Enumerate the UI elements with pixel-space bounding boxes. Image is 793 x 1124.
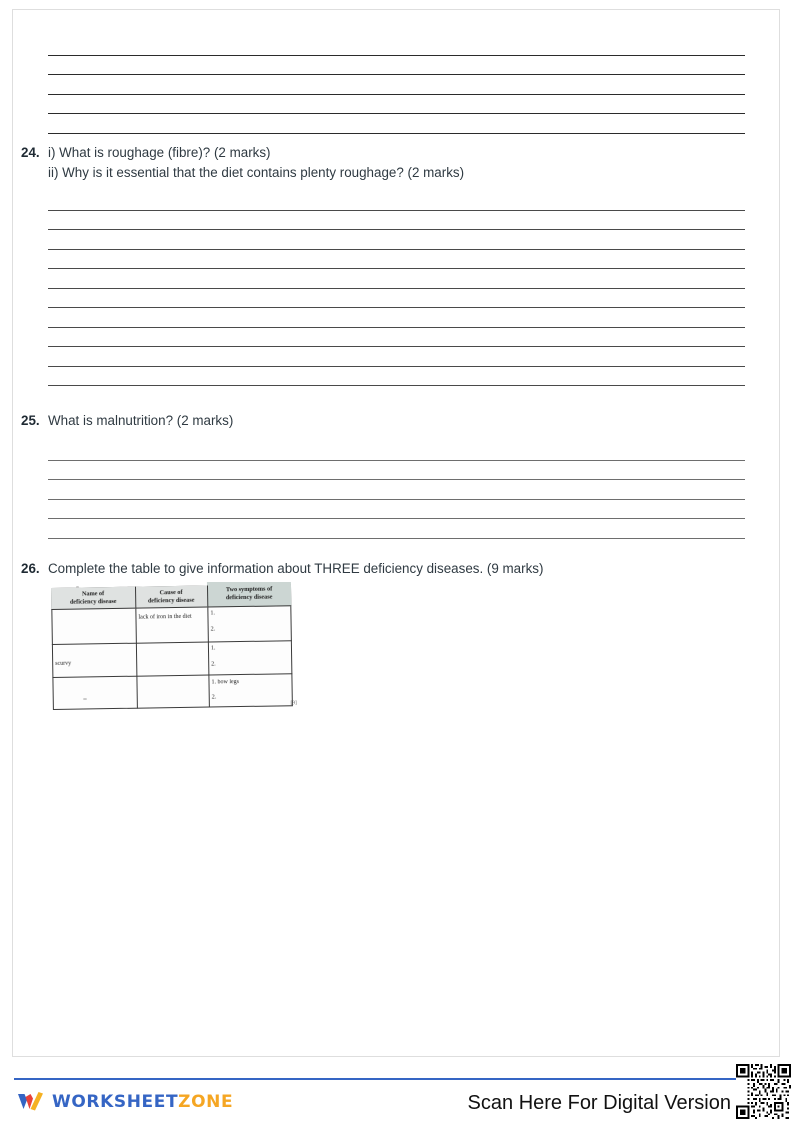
table-header-name-line-1: Name of — [81, 590, 105, 598]
answer-line-q24-4[interactable] — [48, 250, 745, 270]
answer-line-q25-1[interactable] — [48, 441, 745, 461]
question-24-line-ii: ii) Why is it essential that the diet contains plenty roughage? (2 marks) — [48, 165, 465, 180]
qr-code[interactable] — [736, 1064, 791, 1119]
table-cell-symptom-2-row-3: 2. — [211, 694, 217, 701]
answer-line-q25-3[interactable] — [48, 480, 745, 500]
answer-line-q24-7[interactable] — [48, 308, 745, 328]
scanned-image — [48, 582, 300, 716]
answer-line-q24-5[interactable] — [48, 269, 745, 289]
answer-lines-question-25[interactable] — [48, 441, 745, 539]
table-header-cause-line-2: deficiency disease — [147, 596, 195, 605]
logo-text-worksheet: WORKSHEET — [52, 1091, 179, 1112]
table-header-symptoms-line-1: Two symptoms of — [225, 585, 273, 593]
scan-speck — [76, 586, 79, 588]
table-header-symptoms — [207, 582, 291, 608]
answer-line-top-1[interactable] — [48, 36, 745, 56]
answer-line-q25-2[interactable] — [48, 461, 745, 481]
answer-line-q24-10[interactable] — [48, 367, 745, 387]
answer-line-q24-6[interactable] — [48, 289, 745, 309]
footer-divider — [14, 1078, 778, 1080]
table-cell-name-row-2: scurvy — [55, 660, 72, 667]
answer-line-top-5[interactable] — [48, 114, 745, 134]
worksheet-zone-logo-text — [52, 1092, 233, 1112]
question-25-line: What is malnutrition? (2 marks) — [48, 413, 234, 428]
table-header-cause-line-1: Cause of — [159, 588, 183, 597]
answer-line-q24-3[interactable] — [48, 230, 745, 250]
table-cell-cause-row-1: lack of iron in the diet — [138, 613, 192, 621]
question-26-text — [48, 559, 738, 579]
table-marks-indicator: [9] — [290, 700, 297, 707]
table-header-name-line-2: deficiency disease — [69, 597, 117, 606]
question-24-line-i: i) What is roughage (fibre)? (2 marks) — [48, 145, 271, 160]
answer-line-q24-8[interactable] — [48, 328, 745, 348]
logo-text-zone: ZONE — [178, 1091, 234, 1112]
answer-line-top-2[interactable] — [48, 56, 745, 76]
answer-line-top-3[interactable] — [48, 75, 745, 95]
scan-speck — [83, 698, 87, 700]
answer-line-q25-5[interactable] — [48, 519, 745, 539]
answer-lines-top[interactable] — [48, 36, 745, 134]
question-24 — [21, 143, 751, 183]
answer-lines-question-24[interactable] — [48, 191, 745, 386]
question-24-text — [48, 143, 738, 183]
table-cell-symptom-2-row-1: 2. — [210, 626, 216, 633]
table-header-name — [51, 587, 135, 610]
question-26 — [21, 559, 751, 579]
table-header-cause — [135, 586, 207, 609]
answer-line-q24-1[interactable] — [48, 191, 745, 211]
scanned-table — [51, 584, 297, 710]
table-header-symptoms-line-2: deficiency disease — [225, 593, 273, 601]
answer-line-q24-2[interactable] — [48, 211, 745, 231]
answer-line-q25-4[interactable] — [48, 500, 745, 520]
question-25-text — [48, 411, 738, 431]
question-26-number: 26. — [21, 561, 40, 576]
question-26-line: Complete the table to give information about THREE deficiency diseases. (9 marks) — [48, 561, 544, 576]
table-cell-symptom-1-row-2: 1. — [210, 645, 216, 652]
worksheet-zone-logo[interactable] — [16, 1088, 233, 1115]
worksheet-zone-logo-icon — [16, 1088, 45, 1115]
table-cell-symptom-1-row-3: 1. bow legs — [211, 679, 240, 686]
answer-line-top-4[interactable] — [48, 95, 745, 115]
answer-line-q24-9[interactable] — [48, 347, 745, 367]
question-25-number: 25. — [21, 413, 40, 428]
table-cell-symptom-1-row-1: 1. — [210, 610, 215, 617]
question-24-number: 24. — [21, 145, 40, 160]
deficiency-disease-table-figure — [48, 582, 300, 716]
scan-cta-text: Scan Here For Digital Version — [467, 1092, 731, 1114]
question-25 — [21, 411, 751, 431]
table-cell-symptom-2-row-2: 2. — [211, 661, 216, 668]
